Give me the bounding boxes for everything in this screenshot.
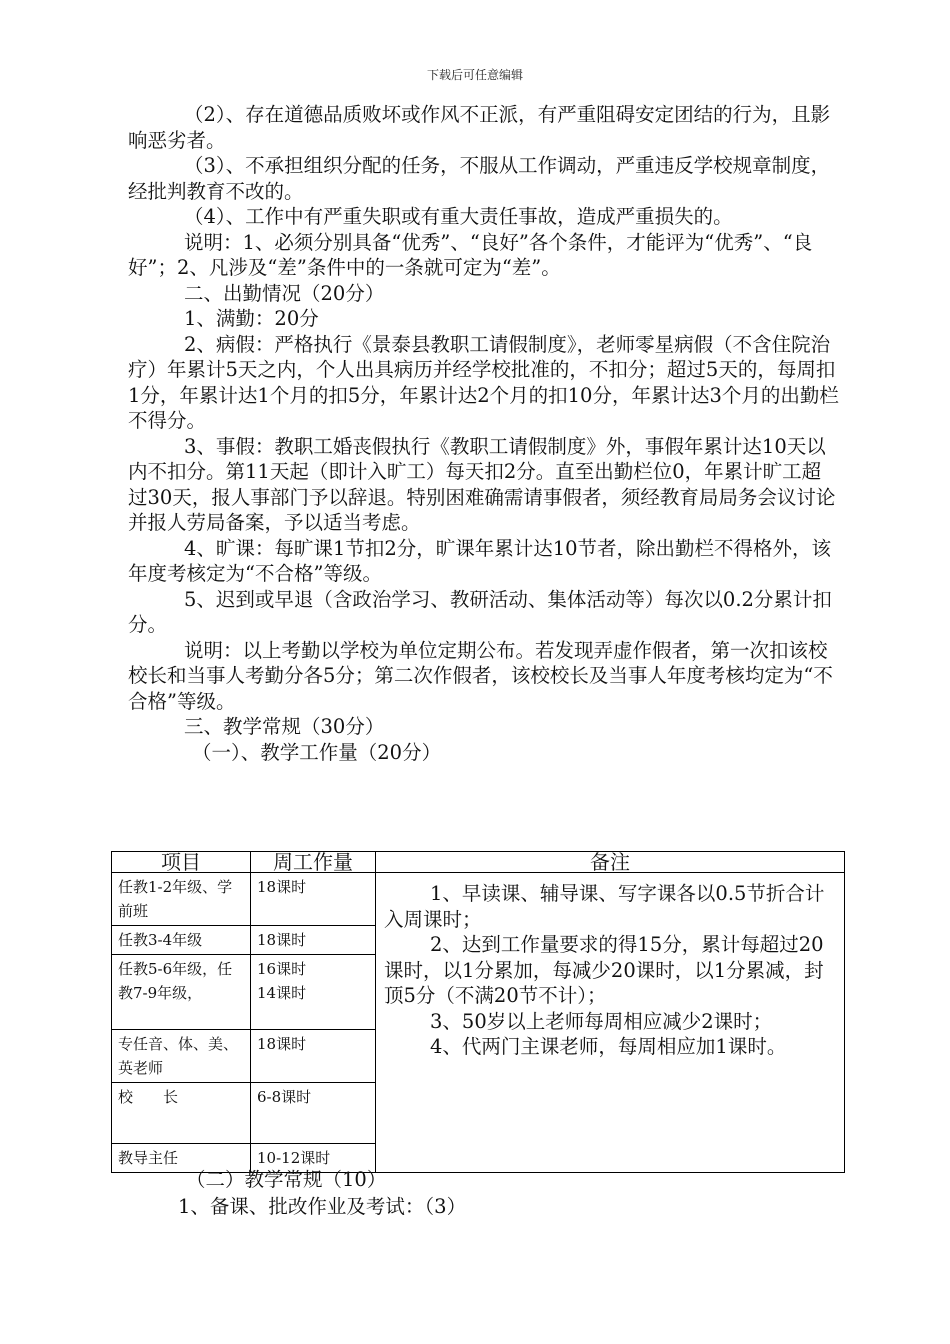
table-cell: 18课时 — [251, 873, 376, 926]
subsection-heading: （一）、教学工作量（20分） — [192, 740, 442, 764]
note-item: 3、50岁以上老师每周相应减少2课时； — [430, 1009, 773, 1033]
paragraph: 1、备课、批改作业及考试：（3） — [178, 1195, 467, 1218]
page-header: 下载后可任意编辑 — [426, 68, 523, 82]
paragraph: （2）、存在道德品质败坏或作风不正派，有严重阻碍安定团结的行为，且影响恶劣者。 — [128, 103, 831, 152]
note-item: 2、达到工作量要求的得15分，累计每超过20课时，以1分累加，每减少20课时，以1分累减，封顶5分（不满20节不计）； — [384, 933, 824, 1007]
table-cell: 校 长 — [112, 1083, 251, 1144]
workload-table — [111, 851, 845, 1173]
table-cell: 任教1-2年级、学前班 — [112, 873, 251, 926]
table-cell: 6-8课时 — [251, 1083, 376, 1144]
note-item: 4、代两门主课老师，每周相应加1课时。 — [430, 1035, 787, 1058]
table-header: 备注 — [376, 852, 845, 873]
paragraph: 4、旷课：每旷课1节扣2分，旷课年累计达10节者，除出勤栏不得格外，该年度考核定为“不合格”等级。 — [128, 536, 832, 585]
table-cell: 18课时 — [251, 1030, 376, 1083]
paragraph: 说明：1、必须分别具备“优秀”、“良好”各个条件，才能评为“优秀”、“良好”；2、凡涉及“差”条件中的一条就可定为“差”。 — [128, 230, 813, 279]
table-cell: 任教5-6年级，任教7-9年级， — [112, 955, 251, 1030]
table-header: 周工作量 — [251, 852, 376, 873]
note-item: 1、早读课、辅导课、写字课各以0.5节折合计入周课时； — [384, 882, 825, 931]
notes-cell — [376, 873, 845, 1173]
paragraph: 说明：以上考勤以学校为单位定期公布。若发现弄虚作假者，第一次扣该校校长和当事人考勤分各5分；第二次作假者，该校校长及当事人年度考核均定为“不合格”等级。 — [128, 638, 833, 713]
table-cell: 18课时 — [251, 926, 376, 955]
section-heading: 三、教学常规（30分） — [184, 715, 385, 738]
table-cell: 10-12课时 — [251, 1144, 376, 1173]
document-body — [128, 102, 840, 765]
section-heading: 二、出勤情况（20分） — [184, 281, 385, 305]
table-cell: 教导主任 — [112, 1144, 251, 1173]
paragraph: 3、事假：教职工婚丧假执行《教职工请假制度》外，事假年累计达10天以内不扣分。第11天起（即计入旷工）每天扣2分。直至出勤栏位0，年累计旷工超过30天，报人事部门予以辞退。特别困难确需请事假者，须经教育局局务会议讨论并报人劳局备案，予以适当考虑。 — [128, 434, 836, 534]
paragraph: （4）、工作中有严重失职或有重大责任事故，造成严重损失的。 — [184, 205, 733, 228]
table-cell: 16课时 14课时 — [251, 955, 376, 1030]
table-row — [112, 873, 845, 926]
paragraph: 5、迟到或早退（含政治学习、教研活动、集体活动等）每次以0.2分累计扣分。 — [128, 587, 832, 636]
table-cell: 任教3-4年级 — [112, 926, 251, 955]
table-header: 项目 — [112, 852, 251, 873]
table-header-row — [112, 852, 845, 873]
subsection-heading: （二）教学常规（10） — [186, 1168, 387, 1191]
paragraph: 2、病假：严格执行《景泰县教职工请假制度》，老师零星病假（不含住院治疗）年累计5天之内，个人出具病历并经学校批准的，不扣分；超过5天的，每周扣1分，年累计达1个月的扣5分，年累计达2个月的扣10分，年累计达3个月的出勤栏不得分。 — [128, 332, 839, 432]
table-cell: 专任音、体、美、英老师 — [112, 1030, 251, 1083]
paragraph: 1、满勤：20分 — [184, 307, 319, 330]
paragraph: （3）、不承担组织分配的任务，不服从工作调动，严重违反学校规章制度，经批判教育不改的。 — [128, 154, 831, 203]
